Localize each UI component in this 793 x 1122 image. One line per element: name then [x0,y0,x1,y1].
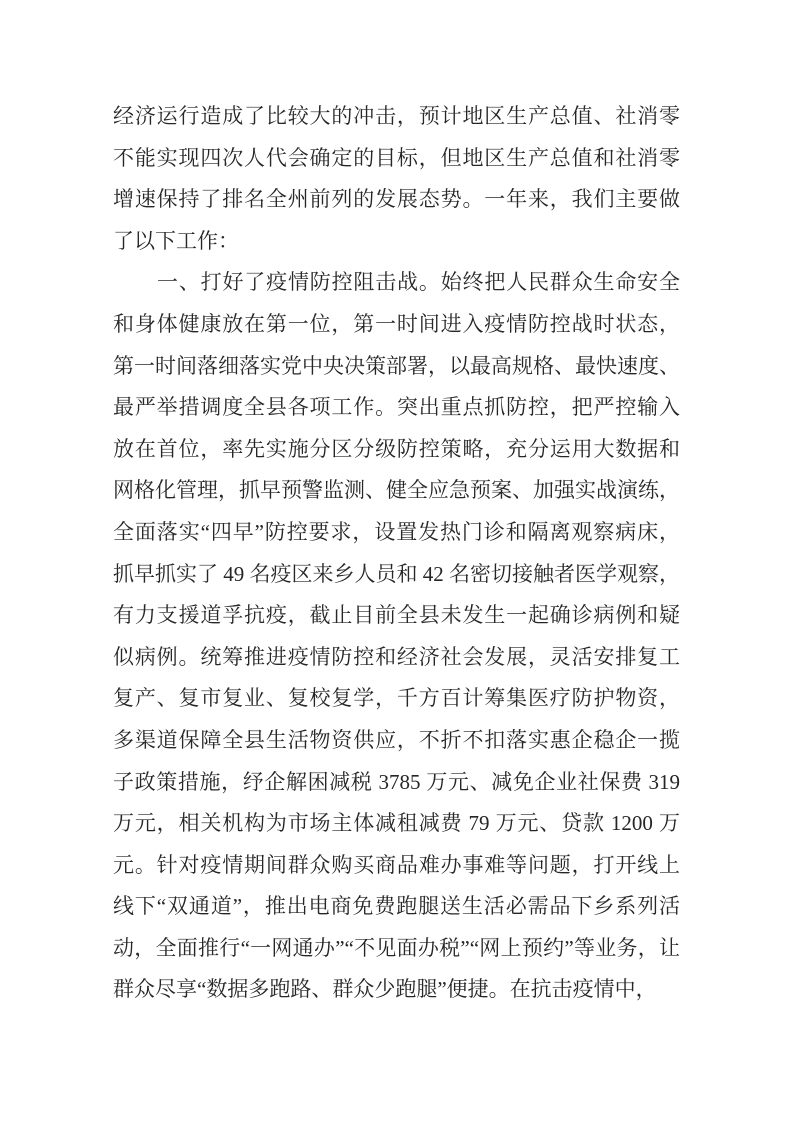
text-line-15: 复产、复市复业、复校复学，千方百计筹集医疗防护物资， [113,686,680,711]
text-line-13: 有力支援道孚抗疫，截止目前全县未发生一起确诊病例和疑 [113,603,680,628]
text-line-3: 增速保持了排名全州前列的发展态势。一年来，我们主要做 [113,187,680,212]
text-line-6: 和身体健康放在第一位，第一时间进入疫情防控战时状态， [113,311,680,336]
text-line-20: 线下“双通道”，推出电商免费跑腿送生活必需品下乡系列活 [113,894,680,919]
text-line-22: 群众尽享“数据多跑路、群众少跑腿”便捷。在抗击疫情中， [113,977,657,1002]
text-line-1: 经济运行造成了比较大的冲击，预计地区生产总值、社消零 [113,104,680,128]
text-line-11: 全面落实“四早”防控要求，设置发热门诊和隔离观察病床， [113,519,680,544]
text-line-7: 第一时间落细落实党中央决策部署，以最高规格、最快速度、 [113,353,680,378]
text-line-8: 最严举措调度全县各项工作。突出重点抓防控，把严控输入 [113,395,680,420]
text-line-4: 了以下工作： [113,228,239,253]
text-line-2: 不能实现四次人代会确定的目标，但地区生产总值和社消零 [113,145,680,170]
text-line-12: 抓早抓实了 49 名疫区来乡人员和 42 名密切接触者医学观察， [113,561,680,586]
text-line-14: 似病例。统筹推进疫情防控和经济社会发展，灵活安排复工 [113,644,680,669]
text-line-17: 子政策措施，纾企解困减税 3785 万元、减免企业社保费 319 [113,769,680,794]
text-line-21: 动，全面推行“一网通办”“不见面办税”“网上预约”等业务，让 [113,935,680,960]
text-line-18: 万元，相关机构为市场主体减租减费 79 万元、贷款 1200 万 [113,811,680,836]
text-line-5: 一、打好了疫情防控阻击战。始终把人民群众生命安全 [157,270,680,295]
text-line-9: 放在首位，率先实施分区分级防控策略，充分运用大数据和 [113,436,680,461]
text-line-10: 网格化管理，抓早预警监测、健全应急预案、加强实战演练， [113,478,680,503]
text-line-16: 多渠道保障全县生活物资供应，不折不扣落实惠企稳企一揽 [113,727,680,752]
document-text [113,96,680,1011]
text-line-19: 元。针对疫情期间群众购买商品难办事难等问题，打开线上 [113,852,680,877]
